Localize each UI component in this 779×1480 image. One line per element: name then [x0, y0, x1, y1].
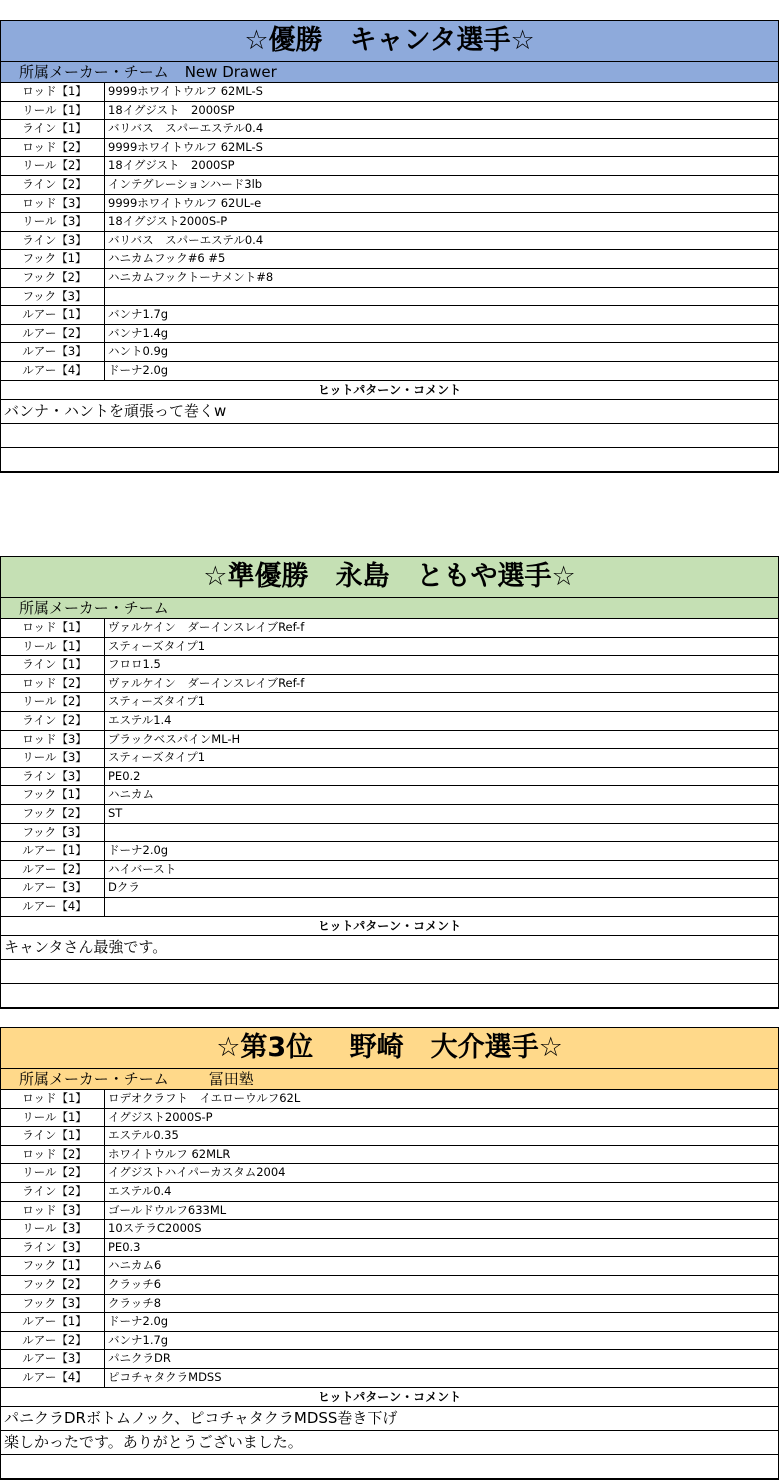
tackle-label: ロッド【2】	[1, 1146, 105, 1164]
tackle-row	[1, 1350, 778, 1369]
tackle-label: リール【2】	[1, 157, 105, 175]
tackle-row	[1, 749, 778, 768]
tackle-value: ドーナ2.0g	[108, 1314, 169, 1329]
tackle-label: ライン【3】	[1, 1239, 105, 1257]
tackle-row	[1, 83, 778, 102]
tackle-label: ルアー【1】	[1, 842, 105, 860]
comment-line: 楽しかったです。ありがとうございました。	[1, 1431, 778, 1455]
tackle-value: スティーズタイプ1	[108, 638, 206, 653]
tackle-row	[1, 102, 778, 121]
tackle-label: ロッド【3】	[1, 195, 105, 213]
tackle-label: ロッド【1】	[1, 619, 105, 637]
tackle-value: イグジストハイパーカスタム2004	[108, 1165, 286, 1180]
tackle-value: 18イグジスト2000S-P	[108, 214, 228, 229]
tackle-value: Dクラ	[108, 880, 140, 895]
team-label: 所属メーカー・チーム	[19, 1070, 169, 1088]
tackle-label: ルアー【4】	[1, 362, 105, 380]
tackle-label: フック【2】	[1, 1276, 105, 1294]
tackle-value: ハント0.9g	[108, 344, 169, 359]
tackle-label: ルアー【1】	[1, 1313, 105, 1331]
tackle-label: リール【2】	[1, 693, 105, 711]
tackle-label: ルアー【3】	[1, 343, 105, 361]
tackle-row	[1, 139, 778, 158]
comment-line	[1, 448, 778, 471]
tackle-value: 9999ホワイトウルフ 62UL-e	[108, 195, 262, 210]
tackle-row	[1, 288, 778, 307]
tackle-label: フック【1】	[1, 1257, 105, 1275]
comment-line	[1, 960, 778, 984]
tackle-value: クラッチ6	[108, 1276, 162, 1291]
tackle-label: ルアー【2】	[1, 861, 105, 879]
comment-lines	[1, 936, 778, 1007]
tackle-row	[1, 675, 778, 694]
team-value: New Drawer	[184, 63, 277, 81]
tackle-value: ハニカム	[108, 787, 154, 802]
tackle-label: ロッド【3】	[1, 1202, 105, 1220]
tackle-rows	[1, 619, 778, 917]
tackle-value: クラッチ8	[108, 1295, 162, 1310]
tackle-row	[1, 693, 778, 712]
tackle-value: 18イグジスト 2000SP	[108, 158, 235, 173]
result-card-first	[0, 20, 779, 473]
card-title: ☆第3位 野崎 大介選手☆	[1, 1028, 778, 1069]
tackle-value: バリバス スパーエステル0.4	[108, 121, 264, 136]
tackle-row	[1, 362, 778, 381]
tackle-value: ブラックベスパインML-H	[108, 731, 241, 746]
tackle-row	[1, 1127, 778, 1146]
tackle-value: エステル0.35	[108, 1128, 179, 1143]
tackle-label: ライン【3】	[1, 768, 105, 786]
tackle-row	[1, 306, 778, 325]
tackle-label: フック【3】	[1, 288, 105, 306]
tackle-value: ピコチャタクラMDSS	[108, 1369, 222, 1384]
tackle-row	[1, 1369, 778, 1388]
tackle-label: ルアー【3】	[1, 879, 105, 897]
tackle-value: エステル0.4	[108, 1183, 172, 1198]
tackle-row	[1, 1164, 778, 1183]
tackle-value: ハイバースト	[108, 861, 177, 876]
tackle-label: ロッド【2】	[1, 675, 105, 693]
tackle-row	[1, 1239, 778, 1258]
comment-line	[1, 424, 778, 448]
tackle-label: ライン【2】	[1, 712, 105, 730]
tackle-label: ルアー【4】	[1, 1369, 105, 1387]
tackle-label: ルアー【3】	[1, 1350, 105, 1368]
tackle-value: ハニカムフック#6 #5	[108, 251, 226, 266]
tackle-row	[1, 879, 778, 898]
tackle-value: ゴールドウルフ633ML	[108, 1202, 227, 1217]
tackle-label: フック【3】	[1, 1295, 105, 1313]
tackle-label: リール【3】	[1, 213, 105, 231]
tackle-value: ロデオクラフト イエローウルフ62L	[108, 1091, 301, 1105]
comment-line: パニクラDRボトムノック、ピコチャタクラMDSS巻き下げ	[1, 1407, 778, 1431]
tackle-row	[1, 842, 778, 861]
tackle-value: ドーナ2.0g	[108, 843, 169, 858]
tackle-row	[1, 157, 778, 176]
tackle-value: パニクラDR	[108, 1351, 171, 1366]
tackle-label: ルアー【4】	[1, 898, 105, 916]
comment-line	[1, 1455, 778, 1478]
tackle-value	[105, 288, 778, 306]
tackle-label: フック【2】	[1, 269, 105, 287]
tackle-row	[1, 1183, 778, 1202]
tackle-label: ルアー【2】	[1, 325, 105, 343]
tackle-row	[1, 712, 778, 731]
tackle-row	[1, 250, 778, 269]
result-card-third	[0, 1027, 779, 1480]
tackle-rows	[1, 1090, 778, 1388]
team-row	[1, 598, 778, 619]
tackle-value: ST	[108, 805, 123, 820]
team-label: 所属メーカー・チーム	[19, 63, 169, 81]
team-row	[1, 1069, 778, 1090]
tackle-label: ライン【1】	[1, 1127, 105, 1145]
tackle-label: ロッド【3】	[1, 731, 105, 749]
tackle-value	[105, 824, 778, 842]
tackle-label: ロッド【1】	[1, 83, 105, 101]
tackle-value: PE0.2	[108, 768, 141, 783]
tackle-value: 9999ホワイトウルフ 62ML-S	[108, 139, 263, 154]
card-title: ☆準優勝 永島 ともや選手☆	[1, 557, 778, 598]
tackle-row	[1, 861, 778, 880]
tackle-row	[1, 325, 778, 344]
tackle-row	[1, 1090, 778, 1109]
tackle-row	[1, 1257, 778, 1276]
tackle-row	[1, 213, 778, 232]
tackle-value: ヴァルケイン ダーインスレイブRef-f	[108, 620, 305, 634]
tackle-row	[1, 1276, 778, 1295]
tackle-row	[1, 898, 778, 917]
tackle-row	[1, 1202, 778, 1221]
tackle-row	[1, 1146, 778, 1165]
tackle-label: リール【3】	[1, 1220, 105, 1238]
tackle-row	[1, 768, 778, 787]
tackle-value: スティーズタイプ1	[108, 694, 206, 709]
tackle-value: インテグレーションハード3lb	[108, 176, 263, 191]
team-label: 所属メーカー・チーム	[19, 599, 169, 617]
tackle-row	[1, 1313, 778, 1332]
tackle-value: スティーズタイプ1	[108, 750, 206, 765]
comment-lines	[1, 1407, 778, 1478]
tackle-value: ハニカム6	[108, 1258, 162, 1273]
tackle-row	[1, 786, 778, 805]
tackle-row	[1, 824, 778, 843]
comment-line: バンナ・ハントを頑張って巻くw	[1, 400, 778, 424]
tackle-value: バンナ1.4g	[108, 325, 169, 340]
tackle-row	[1, 1295, 778, 1314]
tackle-label: リール【1】	[1, 102, 105, 120]
tackle-label: ライン【2】	[1, 176, 105, 194]
tackle-row	[1, 805, 778, 824]
team-value: 冨田塾	[208, 1070, 254, 1088]
tackle-row	[1, 731, 778, 750]
tackle-value: バンナ1.7g	[108, 307, 169, 322]
tackle-row	[1, 176, 778, 195]
comment-header: ヒットパターン・コメント	[1, 381, 778, 400]
tackle-row	[1, 232, 778, 251]
team-row	[1, 62, 778, 83]
tackle-label: ライン【2】	[1, 1183, 105, 1201]
tackle-value: ヴァルケイン ダーインスレイブRef-f	[108, 675, 305, 690]
tackle-row	[1, 619, 778, 638]
comment-line: キャンタさん最強です。	[1, 936, 778, 960]
tackle-label: リール【3】	[1, 749, 105, 767]
tackle-label: リール【1】	[1, 1109, 105, 1127]
tackle-row	[1, 656, 778, 675]
tackle-value: 9999ホワイトウルフ 62ML-S	[108, 84, 263, 98]
tackle-label: リール【2】	[1, 1164, 105, 1182]
tackle-row	[1, 1109, 778, 1128]
tackle-value: ハニカムフックトーナメント#8	[108, 269, 274, 284]
tackle-value: エステル1.4	[108, 712, 172, 727]
tackle-value: フロロ1.5	[108, 657, 161, 672]
tackle-row	[1, 343, 778, 362]
tackle-label: ライン【3】	[1, 232, 105, 250]
tackle-value: バンナ1.7g	[108, 1332, 169, 1347]
comment-header: ヒットパターン・コメント	[1, 1388, 778, 1407]
tackle-value: イグジスト2000S-P	[108, 1109, 213, 1124]
tackle-value: 10ステラC2000S	[108, 1221, 202, 1236]
comment-line	[1, 984, 778, 1007]
tackle-row	[1, 269, 778, 288]
tackle-row	[1, 195, 778, 214]
tackle-label: ライン【1】	[1, 120, 105, 138]
tackle-label: ロッド【1】	[1, 1090, 105, 1108]
tackle-rows	[1, 83, 778, 381]
tackle-value: 18イグジスト 2000SP	[108, 102, 235, 117]
tackle-label: フック【3】	[1, 824, 105, 842]
tackle-value	[105, 898, 778, 916]
tackle-row	[1, 1332, 778, 1351]
tackle-row	[1, 638, 778, 657]
tackle-label: フック【2】	[1, 805, 105, 823]
tackle-row	[1, 1220, 778, 1239]
tackle-label: ルアー【1】	[1, 306, 105, 324]
tackle-label: リール【1】	[1, 638, 105, 656]
tackle-label: ルアー【2】	[1, 1332, 105, 1350]
tackle-row	[1, 120, 778, 139]
card-title: ☆優勝 キャンタ選手☆	[1, 21, 778, 62]
tackle-label: ロッド【2】	[1, 139, 105, 157]
tackle-label: フック【1】	[1, 250, 105, 268]
tackle-label: フック【1】	[1, 786, 105, 804]
comment-lines	[1, 400, 778, 471]
tackle-value: ホワイトウルフ 62MLR	[108, 1146, 231, 1161]
tackle-label: ライン【1】	[1, 656, 105, 674]
comment-header: ヒットパターン・コメント	[1, 917, 778, 936]
tackle-value: ドーナ2.0g	[108, 362, 169, 377]
result-card-second	[0, 556, 779, 1009]
tackle-value: PE0.3	[108, 1239, 141, 1254]
tackle-value: バリバス スパーエステル0.4	[108, 232, 264, 247]
